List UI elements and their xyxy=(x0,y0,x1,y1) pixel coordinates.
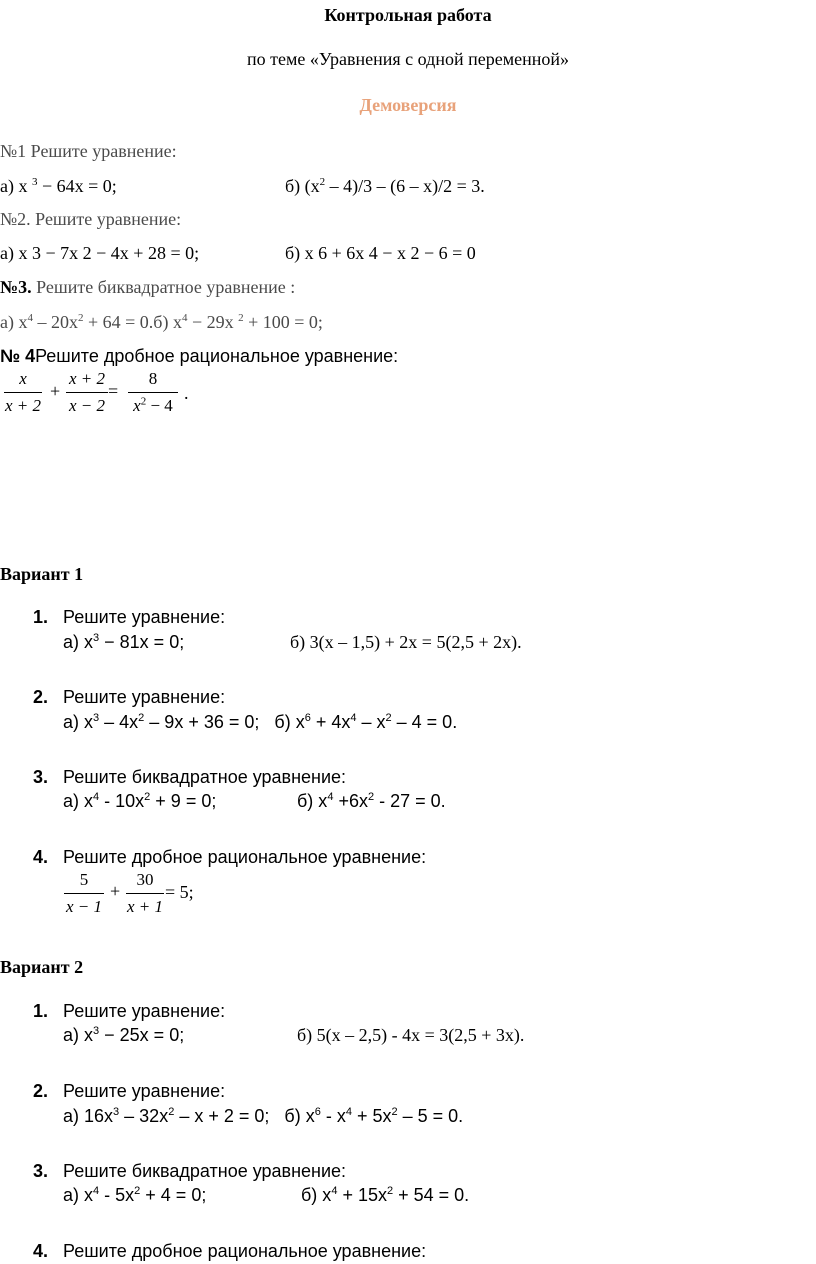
v2-q1-text: Решите уравнение: xyxy=(63,1001,226,1021)
v1-q4-text: Решите дробное рациональное уравнение: xyxy=(63,847,427,867)
v2-q2-number: 2. xyxy=(33,1081,49,1101)
demo-task-2: №2. Решите уравнение: xyxy=(0,209,182,229)
demo-task-3-equations: а) $x^4 - 20x^2 + 64 = 0.б$) $x^4 - 29x$ $^2$ + 100 = 0; xyxy=(0,312,323,332)
demo-equals: = xyxy=(108,381,119,401)
page-title: Контрольная работа xyxy=(324,5,492,25)
v1-q3-b: б) $x^4 +6x^2 - 27 = 0$. xyxy=(297,791,446,811)
v1-q3-a: а) $x^4 - 10x^2 + 9 = 0$; xyxy=(63,791,217,811)
v1-q4-number: 4. xyxy=(33,847,49,867)
demo-fraction-1: x x + 2 xyxy=(4,369,42,415)
v1-q1-a: а) $x^3 - 81x = 0$; xyxy=(63,632,185,652)
demo-fraction-2: x + 2 x − 2 xyxy=(66,370,108,414)
demo-fraction-3: 8 $x^2 - 4$ xyxy=(128,370,178,414)
demo-task-4: № 4Решите дробное рациональное уравнение: xyxy=(0,346,399,366)
v1-q3-number: 3. xyxy=(33,767,49,787)
demo-task-2b: б) x 6 + 6x 4 − x 2 − 6 = 0 xyxy=(285,243,476,263)
v2-q1-number: 1. xyxy=(33,1001,49,1021)
v2-q1-a: а) $x^3 - 25x = 0$; xyxy=(63,1025,185,1045)
v2-q3-number: 3. xyxy=(33,1161,49,1181)
v1-q1-text: Решите уравнение: xyxy=(63,607,226,627)
variant-1-title: Вариант 1 xyxy=(0,564,84,584)
demo-period: . xyxy=(184,383,189,403)
v2-q2-text: Решите уравнение: xyxy=(63,1081,226,1101)
demo-task-1: №1 Решите уравнение: xyxy=(0,141,177,161)
v1-q1-b: б) 3(x – 1,5) + 2x = 5(2,5 + 2x). xyxy=(290,632,522,652)
v1-plus: + xyxy=(110,881,121,901)
v1-q2-equations: а) $x^3 - 4x^2 - 9x + 36 = 0$; б) $x^6 + 4x^4 - x^2 - 4 = 0$. xyxy=(63,712,458,732)
v2-q3-b: б) $x^4 + 15x^2 + 54 = 0$. xyxy=(301,1185,470,1205)
demo-task-3: №3. Решите биквадратное уравнение : xyxy=(0,277,296,297)
demo-task-1a: а) x $^3$ − 64x = 0; xyxy=(0,176,117,196)
demo-label: Демоверсия xyxy=(359,95,457,115)
demo-plus: + xyxy=(50,381,61,401)
v1-q3-text: Решите биквадратное уравнение: xyxy=(63,767,347,787)
v2-q1-b: б) 5(x – 2,5) - 4x = 3(2,5 + 3x). xyxy=(297,1025,525,1045)
v1-q4-tail: = 5; xyxy=(165,882,194,902)
demo-task-1b: б) $(x^2 - 4)/3 - (6 - x)/2 = 3$. xyxy=(285,176,485,196)
v2-q3-a: а) $x^4 - 5x^2 + 4 = 0$; xyxy=(63,1185,207,1205)
v1-fraction-2: 30 x + 1 xyxy=(126,870,164,916)
v1-fraction-1: 5 x − 1 xyxy=(65,870,103,916)
v1-q1-number: 1. xyxy=(33,607,49,627)
v2-q3-text: Решите биквадратное уравнение: xyxy=(63,1161,347,1181)
page-subtitle: по теме «Уравнения с одной переменной» xyxy=(247,49,569,69)
v2-q4-number: 4. xyxy=(33,1241,49,1261)
v1-q2-number: 2. xyxy=(33,687,49,707)
variant-2-title: Вариант 2 xyxy=(0,957,84,977)
v1-q2-text: Решите уравнение: xyxy=(63,687,226,707)
demo-task-2a: а) x 3 − 7x 2 − 4x + 28 = 0; xyxy=(0,243,200,263)
v2-q2-equations: а) $16x^3 - 32x^2 - x + 2 = 0$; б) $x^6 - x^4 + 5x^2 - 5 = 0$. xyxy=(63,1106,464,1126)
v2-q4-text: Решите дробное рациональное уравнение: xyxy=(63,1241,427,1261)
